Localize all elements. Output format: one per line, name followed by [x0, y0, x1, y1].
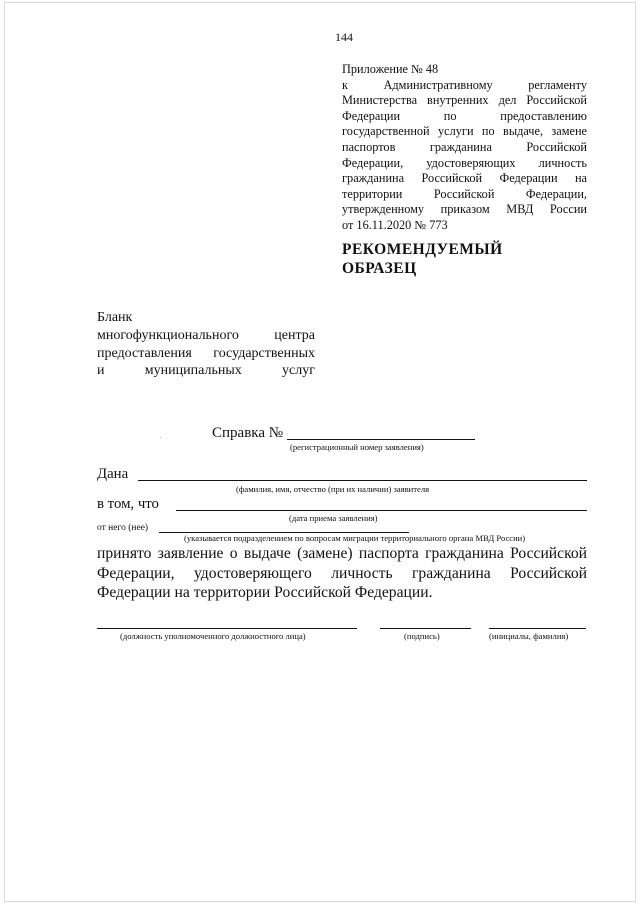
appendix-block [342, 62, 587, 234]
official-position-line[interactable] [97, 628, 357, 629]
main-statement [97, 544, 587, 603]
appendix-line: Федерации по предоставлению [342, 108, 587, 123]
certificate-number-line[interactable] [287, 439, 475, 440]
appendix-line: к Административному регламенту [342, 77, 587, 92]
appendix-line: Федерации, удостоверяющих личность [342, 155, 587, 170]
applicant-name-line[interactable] [138, 480, 587, 481]
applicant-name-caption: (фамилия, имя, отчество (при их наличии) заявителя [236, 484, 430, 494]
appendix-line: от 16.11.2020 № 773 [342, 217, 448, 232]
mfc-blank-block [97, 309, 315, 380]
recommended-line-2: ОБРАЗЕЦ [342, 260, 417, 277]
scan-speck [160, 437, 161, 438]
appendix-line: государственной услуги по выдаче, замене [342, 124, 587, 139]
recommended-line-1: РЕКОМЕНДУЕМЫЙ [342, 241, 503, 258]
certificate-number-caption: (регистрационный номер заявления) [290, 442, 424, 452]
in-that-label: в том, что [97, 496, 159, 512]
signature-line[interactable] [380, 628, 471, 629]
initials-caption: (инициалы, фамилия) [489, 631, 569, 641]
migration-unit-caption: (указывается подразделением по вопросам миграции территориального органа МВД России) [184, 533, 526, 543]
appendix-line: утвержденному приказом МВД России [342, 202, 587, 217]
statement-line: Федерации, удостоверяющего личность гражданина Российской [97, 564, 587, 582]
application-date-line[interactable] [176, 510, 587, 511]
blank-line: Бланк [97, 310, 133, 325]
statement-line: Федерации на территории Российской Федерации. [97, 584, 433, 602]
appendix-line: паспортов гражданина Российской [342, 139, 587, 154]
appendix-line: Приложение № 48 [342, 62, 439, 76]
appendix-line: гражданина Российской Федерации на [342, 171, 587, 186]
initials-line[interactable] [489, 628, 586, 629]
statement-line: принято заявление о выдаче (замене) паспорта гражданина Российской [97, 545, 587, 562]
blank-line: и муниципальных услуг [97, 363, 315, 379]
certificate-label: Справка № [212, 425, 284, 441]
from-him-label: от него (нее) [97, 523, 149, 533]
signature-caption: (подпись) [404, 631, 440, 641]
appendix-line: Министерства внутренних дел Российской [342, 93, 587, 108]
blank-line: многофункционального центра [97, 327, 315, 343]
official-position-caption: (должность уполномоченного должностного лица) [120, 631, 306, 641]
appendix-line: территории Российской Федерации, [342, 186, 587, 201]
blank-line: предоставления государственных [97, 345, 315, 361]
application-date-caption: (дата приема заявления) [289, 513, 378, 523]
page-number: 144 [335, 30, 353, 44]
recommended-sample-heading [342, 240, 503, 278]
issued-to-label: Дана [97, 466, 129, 482]
